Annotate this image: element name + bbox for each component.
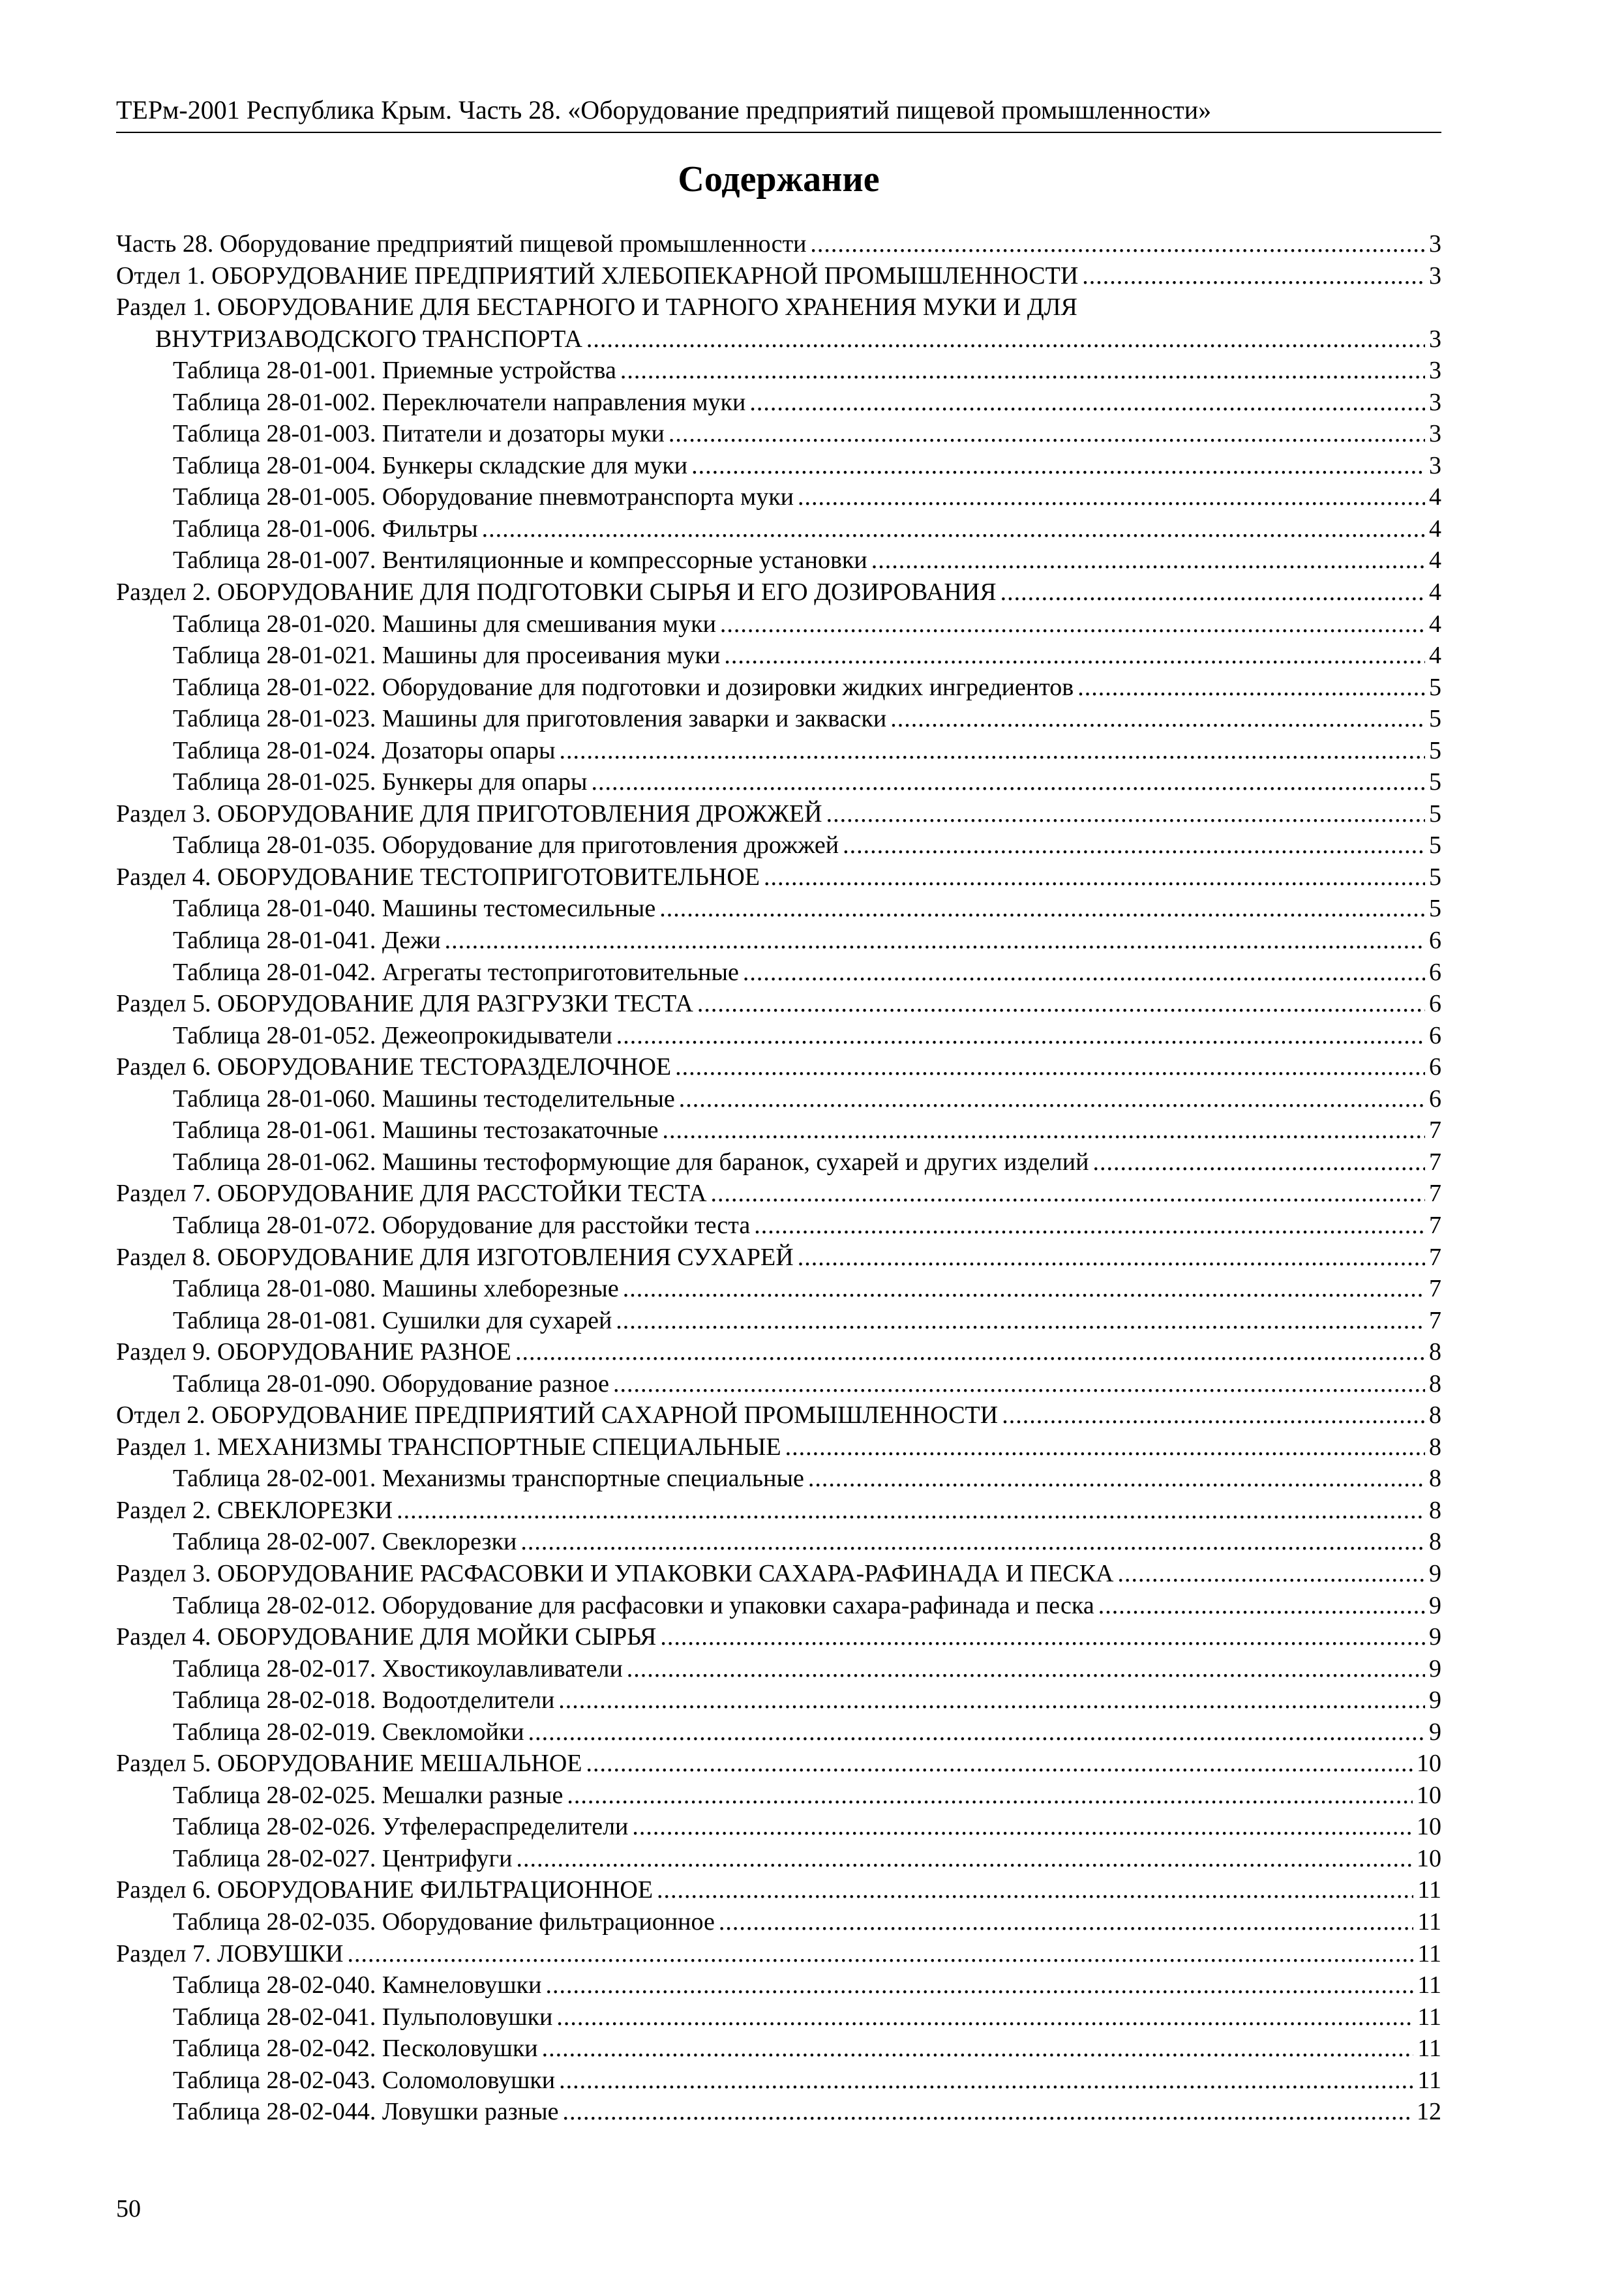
toc-entry-text: Таблица 28-02-001. Механизмы транспортные специальные — [173, 1465, 804, 1493]
toc-table-entry[interactable] — [116, 1684, 1441, 1716]
dot-leader — [890, 703, 1425, 735]
toc-section-entry[interactable] — [116, 1748, 1441, 1780]
page-title: Содержание — [678, 159, 880, 200]
toc-table-entry[interactable] — [116, 1368, 1441, 1400]
toc-entry-text: Таблица 28-01-041. Дежи — [173, 927, 441, 955]
toc-entry-text: Раздел 6. ОБОРУДОВАНИЕ ФИЛЬТРАЦИОННОЕ — [116, 1876, 654, 1904]
toc-table-entry[interactable] — [116, 513, 1441, 545]
toc-section-entry[interactable] — [116, 576, 1441, 608]
toc-page-number: 7 — [1429, 1243, 1441, 1271]
toc-section-entry[interactable] — [116, 988, 1441, 1020]
dot-leader — [808, 1463, 1425, 1495]
toc-table-entry[interactable] — [116, 830, 1441, 861]
dot-leader — [826, 798, 1425, 830]
toc-page-number: 9 — [1429, 1623, 1441, 1651]
dot-leader — [567, 1780, 1413, 1812]
toc-section-entry[interactable] — [116, 798, 1441, 830]
dot-leader — [1098, 1590, 1425, 1622]
toc-table-entry[interactable] — [116, 957, 1441, 989]
toc-section-entry[interactable] — [116, 1558, 1441, 1590]
toc-entry-text: Таблица 28-02-044. Ловушки разные — [173, 2098, 559, 2126]
toc-entry-text: Таблица 28-01-081. Сушилки для сухарей — [173, 1306, 612, 1334]
toc-entry-text: Таблица 28-01-021. Машины для просеивания муки — [173, 642, 721, 670]
toc-table-entry[interactable] — [116, 672, 1441, 704]
toc-page-number: 7 — [1429, 1116, 1441, 1144]
toc-section-entry[interactable] — [116, 1621, 1441, 1653]
toc-table-entry[interactable] — [116, 766, 1441, 798]
toc-page-number: 5 — [1429, 895, 1441, 923]
toc-table-entry[interactable] — [116, 1273, 1441, 1305]
dot-leader — [586, 1748, 1413, 1780]
toc-entry-text-continued: ВНУТРИЗАВОДСКОГО ТРАНСПОРТА — [155, 325, 582, 353]
toc-table-entry[interactable] — [116, 703, 1441, 735]
dot-leader — [545, 1969, 1413, 2001]
toc-page-number: 4 — [1429, 578, 1441, 606]
toc-page-number: 6 — [1429, 958, 1441, 986]
toc-page-number: 6 — [1429, 1053, 1441, 1081]
table-of-contents — [116, 228, 1441, 2128]
toc-entry-text: Таблица 28-01-025. Бункеры для опары — [173, 768, 588, 796]
toc-table-entry[interactable] — [116, 735, 1441, 767]
dot-leader — [348, 1938, 1414, 1970]
dot-leader — [516, 1843, 1413, 1875]
toc-page-number: 5 — [1429, 768, 1441, 796]
dot-leader — [749, 387, 1425, 419]
toc-page-number: 9 — [1429, 1559, 1441, 1587]
dot-leader — [1092, 1146, 1425, 1178]
toc-table-entry[interactable] — [116, 2001, 1441, 2033]
toc-entry-text: Раздел 5. ОБОРУДОВАНИЕ МЕШАЛЬНОЕ — [116, 1750, 582, 1778]
dot-leader — [657, 1874, 1413, 1906]
toc-section-entry[interactable] — [116, 861, 1441, 893]
dot-leader — [1000, 576, 1425, 608]
dot-leader — [559, 2065, 1413, 2097]
dot-leader — [562, 2096, 1413, 2128]
toc-entry-text: Таблица 28-01-001. Приемные устройства — [173, 357, 616, 385]
toc-entry-text: Таблица 28-02-041. Пульполовушки — [173, 2003, 553, 2031]
toc-table-entry[interactable] — [116, 1146, 1441, 1178]
toc-entry-text: Таблица 28-01-003. Питатели и дозаторы муки — [173, 420, 665, 448]
toc-entry-text: Раздел 4. ОБОРУДОВАНИЕ ТЕСТОПРИГОТОВИТЕЛЬНОЕ — [116, 863, 760, 891]
toc-entry-text: Таблица 28-02-025. Мешалки разные — [173, 1781, 564, 1809]
toc-page-number: 4 — [1429, 483, 1441, 511]
toc-page-number: 7 — [1429, 1148, 1441, 1176]
toc-section-entry[interactable] — [116, 228, 1441, 260]
dot-leader — [616, 1020, 1425, 1052]
toc-entry-text: Таблица 28-01-035. Оборудование для приготовления дрожжей — [173, 831, 839, 860]
dot-leader — [697, 988, 1425, 1020]
toc-page-number: 3 — [1429, 388, 1441, 416]
toc-entry-text: Таблица 28-01-052. Дежеопрокидыватели — [173, 1021, 612, 1049]
dot-leader — [627, 1653, 1425, 1685]
toc-page-number: 9 — [1429, 1591, 1441, 1619]
toc-page-number: 3 — [1429, 325, 1441, 353]
toc-page-number: 9 — [1429, 1686, 1441, 1714]
toc-section-entry[interactable] — [116, 1178, 1441, 1210]
toc-entry-text: Таблица 28-02-035. Оборудование фильтрационное — [173, 1908, 715, 1936]
dot-leader — [591, 766, 1425, 798]
toc-entry-text: Таблица 28-01-080. Машины хлеборезные — [173, 1275, 619, 1303]
toc-section-entry[interactable] — [116, 260, 1441, 292]
toc-entry-text: Раздел 8. ОБОРУДОВАНИЕ ДЛЯ ИЗГОТОВЛЕНИЯ СУХАРЕЙ — [116, 1243, 794, 1271]
dot-leader — [520, 1526, 1425, 1558]
toc-table-entry[interactable] — [116, 1526, 1441, 1558]
toc-table-entry[interactable] — [116, 608, 1441, 640]
dot-leader — [660, 1621, 1425, 1653]
dot-leader — [616, 1305, 1425, 1337]
dot-leader — [798, 481, 1425, 513]
dot-leader — [679, 1083, 1425, 1115]
toc-entry-text: Раздел 3. ОБОРУДОВАНИЕ РАСФАСОВКИ И УПАКОВКИ САХАРА-РАФИНАДА И ПЕСКА — [116, 1559, 1114, 1587]
toc-entry-text: Отдел 1. ОБОРУДОВАНИЕ ПРЕДПРИЯТИЙ ХЛЕБОПЕКАРНОЙ ПРОМЫШЛЕННОСТИ — [116, 262, 1079, 290]
toc-page-number: 6 — [1429, 927, 1441, 955]
dot-leader — [620, 355, 1425, 387]
toc-table-entry[interactable] — [116, 1463, 1441, 1495]
toc-page-number: 8 — [1429, 1401, 1441, 1429]
toc-page-number: 9 — [1429, 1654, 1441, 1683]
toc-entry-text: Таблица 28-01-072. Оборудование для расстойки теста — [173, 1211, 751, 1239]
dot-leader — [720, 608, 1425, 640]
toc-page-number: 12 — [1417, 2098, 1441, 2126]
toc-entry-text: Раздел 7. ОБОРУДОВАНИЕ ДЛЯ РАССТОЙКИ ТЕСТА — [116, 1180, 707, 1208]
toc-page-number: 5 — [1429, 673, 1441, 701]
toc-page-number: 11 — [1417, 2066, 1441, 2094]
toc-page-number: 11 — [1417, 1876, 1441, 1904]
toc-entry-text: Таблица 28-02-042. Песколовушки — [173, 2035, 538, 2063]
toc-entry-text: Таблица 28-02-027. Центрифуги — [173, 1844, 513, 1872]
toc-entry-text: Таблица 28-02-040. Камнеловушки — [173, 1971, 542, 1999]
toc-entry-text: Раздел 2. ОБОРУДОВАНИЕ ДЛЯ ПОДГОТОВКИ СЫРЬЯ И ЕГО ДОЗИРОВАНИЯ — [116, 578, 997, 606]
toc-page-number: 8 — [1429, 1369, 1441, 1398]
toc-page-number: 5 — [1429, 736, 1441, 764]
toc-page-number: 3 — [1429, 357, 1441, 385]
toc-section-entry[interactable] — [116, 1336, 1441, 1368]
running-header: ТЕРм-2001 Республика Крым. Часть 28. «Оборудование предприятий пищевой промышленности» — [116, 91, 1441, 133]
toc-section-entry[interactable] — [116, 1874, 1441, 1906]
toc-table-entry[interactable] — [116, 1969, 1441, 2001]
dot-leader — [662, 1115, 1425, 1146]
dot-leader — [1002, 1399, 1425, 1431]
toc-entry-text: Раздел 1. ОБОРУДОВАНИЕ ДЛЯ БЕСТАРНОГО И ТАРНОГО ХРАНЕНИЯ МУКИ И ДЛЯ — [116, 293, 1077, 322]
toc-page-number: 5 — [1429, 800, 1441, 828]
toc-table-entry[interactable] — [116, 2096, 1441, 2128]
dot-leader — [1082, 260, 1425, 292]
toc-page-number: 3 — [1429, 262, 1441, 290]
dot-leader — [764, 861, 1425, 893]
toc-table-entry[interactable] — [116, 1590, 1441, 1622]
toc-entry-text: Таблица 28-02-012. Оборудование для расфасовки и упаковки сахара-рафинада и песка — [173, 1591, 1094, 1619]
toc-entry-continuation — [116, 323, 1441, 355]
toc-page-number: 10 — [1417, 1781, 1441, 1809]
toc-entry-text: Таблица 28-01-024. Дозаторы опары — [173, 736, 556, 764]
toc-page-number: 7 — [1429, 1275, 1441, 1303]
toc-entry-text: Часть 28. Оборудование предприятий пищевой промышленности — [116, 230, 807, 258]
dot-leader — [1077, 672, 1425, 704]
toc-table-entry[interactable] — [116, 1906, 1441, 1938]
toc-section-entry[interactable] — [116, 1399, 1441, 1431]
toc-entry-text: Раздел 3. ОБОРУДОВАНИЕ ДЛЯ ПРИГОТОВЛЕНИЯ ДРОЖЖЕЙ — [116, 800, 822, 828]
dot-leader — [843, 830, 1425, 861]
toc-table-entry[interactable] — [116, 481, 1441, 513]
dot-leader — [1117, 1558, 1425, 1590]
dot-leader — [659, 893, 1425, 925]
toc-entry-text: Таблица 28-01-090. Оборудование разное — [173, 1369, 609, 1398]
toc-entry-text: Раздел 5. ОБОРУДОВАНИЕ ДЛЯ РАЗГРУЗКИ ТЕСТА — [116, 990, 693, 1018]
toc-table-entry[interactable] — [116, 893, 1441, 925]
toc-page-number: 4 — [1429, 515, 1441, 543]
toc-page-number: 8 — [1429, 1496, 1441, 1524]
toc-table-entry[interactable] — [116, 2033, 1441, 2065]
toc-entry-text: Раздел 7. ЛОВУШКИ — [116, 1939, 344, 1967]
toc-table-entry[interactable] — [116, 2065, 1441, 2097]
dot-leader — [871, 545, 1425, 576]
toc-entry-text: Таблица 28-02-043. Соломоловушки — [173, 2066, 556, 2094]
toc-entry-text: Раздел 1. МЕХАНИЗМЫ ТРАНСПОРТНЫЕ СПЕЦИАЛЬНЫЕ — [116, 1433, 781, 1461]
toc-entry-text: Таблица 28-02-017. Хвостикоулавливатели — [173, 1654, 623, 1683]
toc-page-number: 7 — [1429, 1306, 1441, 1334]
dot-leader — [613, 1368, 1425, 1400]
toc-page-number: 5 — [1429, 863, 1441, 891]
toc-page-number: 7 — [1429, 1180, 1441, 1208]
toc-entry-text: Таблица 28-01-062. Машины тестоформующие для баранок, сухарей и других изделий — [173, 1148, 1089, 1176]
toc-page-number: 11 — [1417, 2035, 1441, 2063]
toc-table-entry[interactable] — [116, 925, 1441, 957]
toc-entry-text: Раздел 6. ОБОРУДОВАНИЕ ТЕСТОРАЗДЕЛОЧНОЕ — [116, 1053, 672, 1081]
dot-leader — [798, 1242, 1425, 1274]
toc-page-number: 3 — [1429, 420, 1441, 448]
toc-entry-text: Таблица 28-01-023. Машины для приготовления заварки и закваски — [173, 705, 887, 733]
toc-table-entry[interactable] — [116, 640, 1441, 672]
toc-page-number: 7 — [1429, 1211, 1441, 1239]
toc-page-number: 10 — [1417, 1813, 1441, 1841]
toc-page-number: 4 — [1429, 642, 1441, 670]
toc-entry-text: Таблица 28-01-060. Машины тестоделительные — [173, 1085, 675, 1113]
toc-section-entry[interactable] — [116, 1495, 1441, 1527]
toc-entry-text: Таблица 28-01-006. Фильтры — [173, 515, 478, 543]
toc-table-entry[interactable] — [116, 1020, 1441, 1052]
toc-table-entry[interactable] — [116, 1083, 1441, 1115]
dot-leader — [669, 418, 1425, 450]
toc-page-number: 8 — [1429, 1338, 1441, 1366]
toc-table-entry[interactable] — [116, 1811, 1441, 1843]
toc-section-entry[interactable] — [116, 1431, 1441, 1463]
toc-table-entry[interactable] — [116, 1780, 1441, 1812]
toc-table-entry[interactable] — [116, 1843, 1441, 1875]
toc-page-number: 4 — [1429, 546, 1441, 575]
toc-entry-text: Таблица 28-01-005. Оборудование пневмотранспорта муки — [173, 483, 794, 511]
toc-page-number: 8 — [1429, 1528, 1441, 1556]
dot-leader — [623, 1273, 1425, 1305]
toc-page-number: 8 — [1429, 1465, 1441, 1493]
dot-leader — [515, 1336, 1425, 1368]
dot-leader — [482, 513, 1425, 545]
toc-table-entry[interactable] — [116, 387, 1441, 419]
toc-page-number: 11 — [1417, 1971, 1441, 1999]
dot-leader — [785, 1431, 1425, 1463]
dot-leader — [810, 228, 1425, 260]
toc-page-number: 11 — [1417, 1939, 1441, 1967]
dot-leader — [556, 2001, 1413, 2033]
dot-leader — [675, 1051, 1425, 1083]
dot-leader — [632, 1811, 1413, 1843]
toc-entry-text: Таблица 28-01-020. Машины для смешивания муки — [173, 610, 716, 638]
dot-leader — [542, 2033, 1414, 2065]
toc-table-entry[interactable] — [116, 545, 1441, 576]
toc-page-number: 8 — [1429, 1433, 1441, 1461]
toc-section-entry[interactable] — [116, 1938, 1441, 1970]
toc-entry-text: Раздел 2. СВЕКЛОРЕЗКИ — [116, 1496, 393, 1524]
toc-page-number: 5 — [1429, 705, 1441, 733]
toc-table-entry[interactable] — [116, 418, 1441, 450]
dot-leader — [691, 450, 1425, 482]
toc-page-number: 6 — [1429, 1021, 1441, 1049]
toc-page-number: 11 — [1417, 1908, 1441, 1936]
dot-leader — [754, 1210, 1425, 1242]
toc-entry-text: Таблица 28-01-007. Вентиляционные и компрессорные установки — [173, 546, 867, 575]
toc-page-number: 6 — [1429, 990, 1441, 1018]
toc-table-entry[interactable] — [116, 1305, 1441, 1337]
toc-section-entry[interactable] — [116, 1242, 1441, 1274]
dot-leader — [743, 957, 1425, 989]
toc-table-entry[interactable] — [116, 1210, 1441, 1242]
dot-leader — [445, 925, 1425, 957]
toc-page-number: 10 — [1417, 1750, 1441, 1778]
toc-entry-text: Таблица 28-01-022. Оборудование для подготовки и дозировки жидких ингредиентов — [173, 673, 1074, 701]
page-number: 50 — [116, 2195, 141, 2222]
toc-entry-text: Раздел 4. ОБОРУДОВАНИЕ ДЛЯ МОЙКИ СЫРЬЯ — [116, 1623, 657, 1651]
toc-entry-text: Отдел 2. ОБОРУДОВАНИЕ ПРЕДПРИЯТИЙ САХАРНОЙ ПРОМЫШЛЕННОСТИ — [116, 1401, 999, 1429]
dot-leader — [397, 1495, 1425, 1527]
toc-page-number: 3 — [1429, 451, 1441, 479]
toc-page-number: 3 — [1429, 230, 1441, 258]
toc-entry-text: Таблица 28-01-004. Бункеры складские для муки — [173, 451, 688, 479]
toc-section-entry[interactable] — [116, 292, 1441, 355]
dot-leader — [711, 1178, 1425, 1210]
toc-entry-text: Таблица 28-02-026. Утфелераспределители — [173, 1813, 629, 1841]
toc-entry-text: Таблица 28-02-007. Свеклорезки — [173, 1528, 517, 1556]
toc-table-entry[interactable] — [116, 1115, 1441, 1146]
toc-entry-text: Таблица 28-01-061. Машины тестозакаточные — [173, 1116, 659, 1144]
toc-entry-text: Таблица 28-02-019. Свекломойки — [173, 1718, 524, 1746]
toc-table-entry[interactable] — [116, 355, 1441, 387]
toc-page-number: 6 — [1429, 1085, 1441, 1113]
toc-entry-text: Таблица 28-01-040. Машины тестомесильные — [173, 895, 656, 923]
dot-leader — [558, 1684, 1425, 1716]
toc-table-entry[interactable] — [116, 1653, 1441, 1685]
toc-entry-text: Таблица 28-02-018. Водоотделители — [173, 1686, 555, 1714]
toc-entry-text: Таблица 28-01-042. Агрегаты тестоприготовительные — [173, 958, 739, 986]
toc-table-entry[interactable] — [116, 1716, 1441, 1748]
toc-page-number: 11 — [1417, 2003, 1441, 2031]
dot-leader — [724, 640, 1425, 672]
dot-leader — [586, 323, 1425, 355]
toc-page-number: 9 — [1429, 1718, 1441, 1746]
dot-leader — [719, 1906, 1414, 1938]
toc-entry-text: Раздел 9. ОБОРУДОВАНИЕ РАЗНОЕ — [116, 1338, 511, 1366]
toc-page-number: 5 — [1429, 831, 1441, 860]
toc-page-number: 10 — [1417, 1844, 1441, 1872]
toc-section-entry[interactable] — [116, 1051, 1441, 1083]
toc-entry-text: Таблица 28-01-002. Переключатели направления муки — [173, 388, 746, 416]
toc-table-entry[interactable] — [116, 450, 1441, 482]
dot-leader — [560, 735, 1425, 767]
toc-page-number: 4 — [1429, 610, 1441, 638]
dot-leader — [528, 1716, 1425, 1748]
